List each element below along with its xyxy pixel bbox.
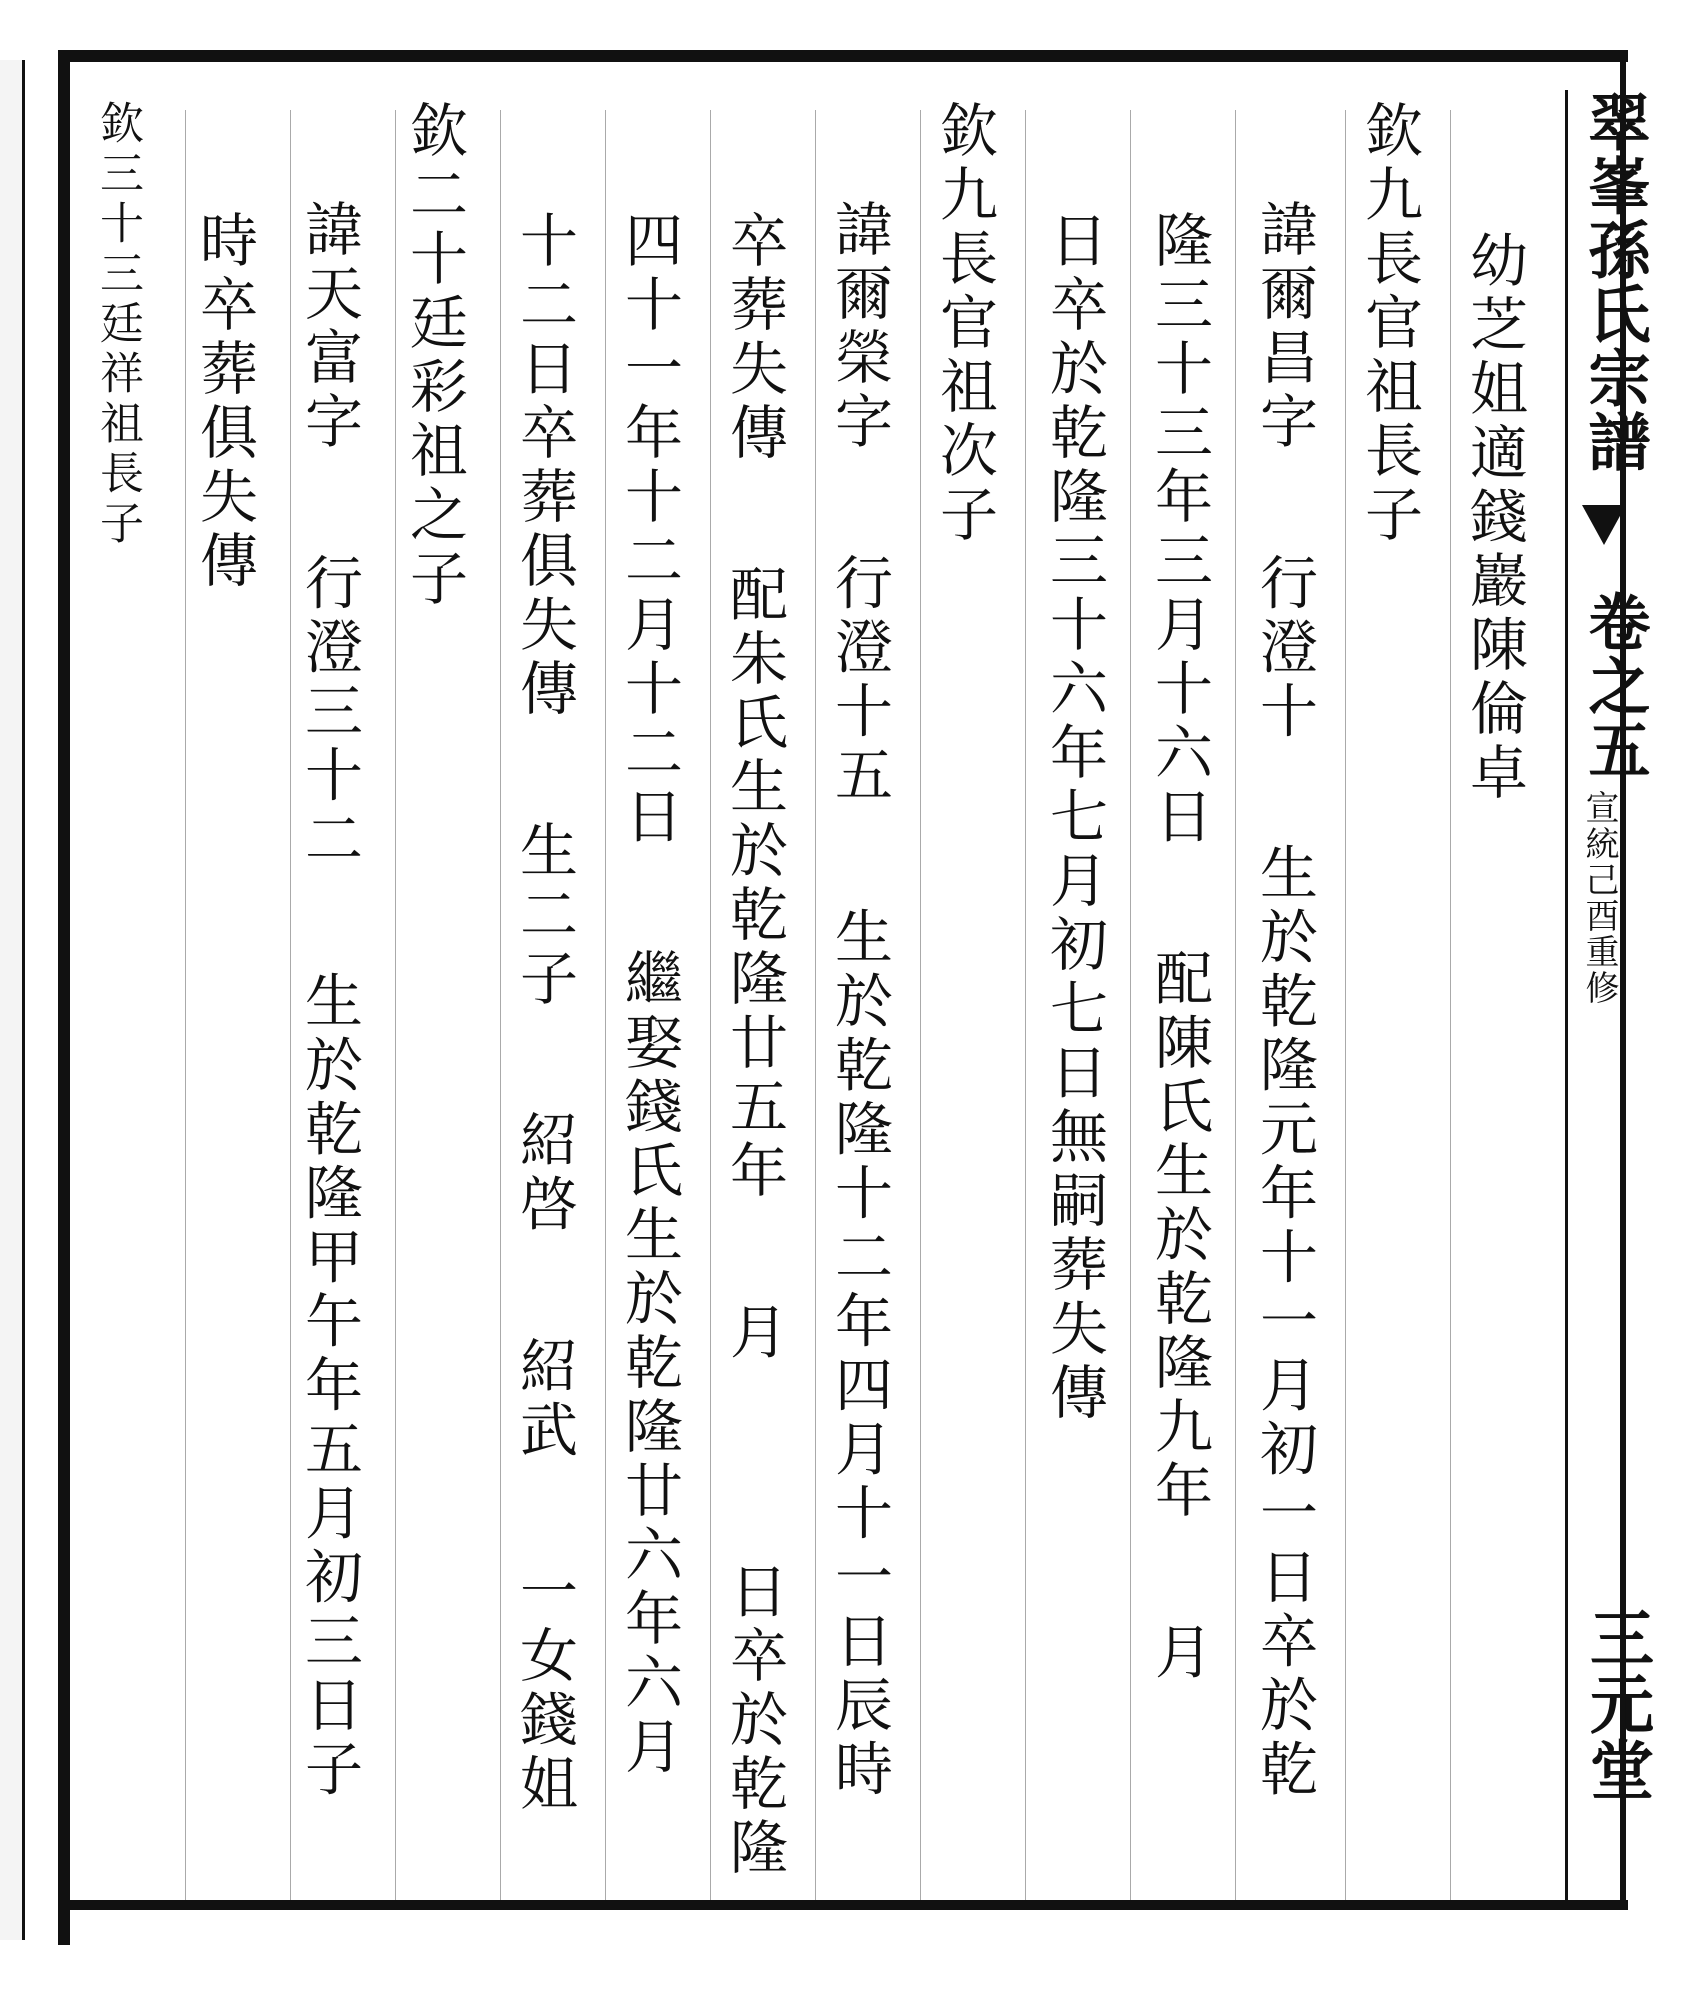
text-column: 諱天富字 行澄三十二 生於乾隆甲午年五月初三日子 [295,150,363,1803]
column-rule [290,110,291,1900]
spine-hall-name: 三元堂 [1579,1605,1654,1803]
column-rule [500,110,501,1900]
spine-divider [1565,90,1568,1900]
spine-title: 翠峯孫氏宗譜 [1578,90,1651,474]
text-column: 諱爾昌字 行澄十 生於乾隆元年十一月初一日卒於乾 [1250,150,1318,1803]
text-column: 十二日卒葬俱失傳 生二子 紹啓 紹武 一女錢姐 [510,210,578,1817]
text-column: 欽九長官祖長子 [1355,100,1423,548]
text-column: 欽二十廷彩祖之子 [400,100,468,612]
column-rule [815,110,816,1900]
text-column: 卒葬失傳 配朱氏生於乾隆廿五年 月 日卒於乾隆 [720,210,788,1881]
column-rule [1345,110,1346,1900]
text-column: 四十一年十二月十二日 繼娶錢氏生於乾隆廿六年六月 [615,210,683,1780]
column-rule [920,110,921,1900]
column-rule [1235,110,1236,1900]
column-rule [395,110,396,1900]
column-rule [185,110,186,1900]
left-border [58,55,70,1945]
column-rule [1025,110,1026,1900]
fold-mark-icon [1582,505,1626,545]
text-column: 諱爾榮字 行澄十五 生於乾隆十二年四月十一日辰時 [825,150,893,1803]
text-column: 時卒葬俱失傳 [190,210,258,594]
spine-edition: 宣統己酉重修 [1579,790,1619,1006]
text-column: 欽三十三廷祥祖長子 [92,100,143,550]
text-column: 日卒於乾隆三十六年七月初七日無嗣葬失傳 [1040,210,1108,1426]
text-column: 幼芝姐適錢巖陳倫卓 [1460,230,1528,806]
top-border [58,50,1628,62]
bottom-border [58,1900,1628,1910]
adjacent-page-edge [0,60,25,1940]
spine-volume: 卷之五 [1578,590,1651,782]
text-column: 欽九長官祖次子 [930,100,998,548]
column-rule [1450,110,1451,1900]
column-rule [605,110,606,1900]
column-rule [1130,110,1131,1900]
column-rule [710,110,711,1900]
text-column: 隆三十三年三月十六日 配陳氏生於乾隆九年 月 [1145,210,1213,1686]
